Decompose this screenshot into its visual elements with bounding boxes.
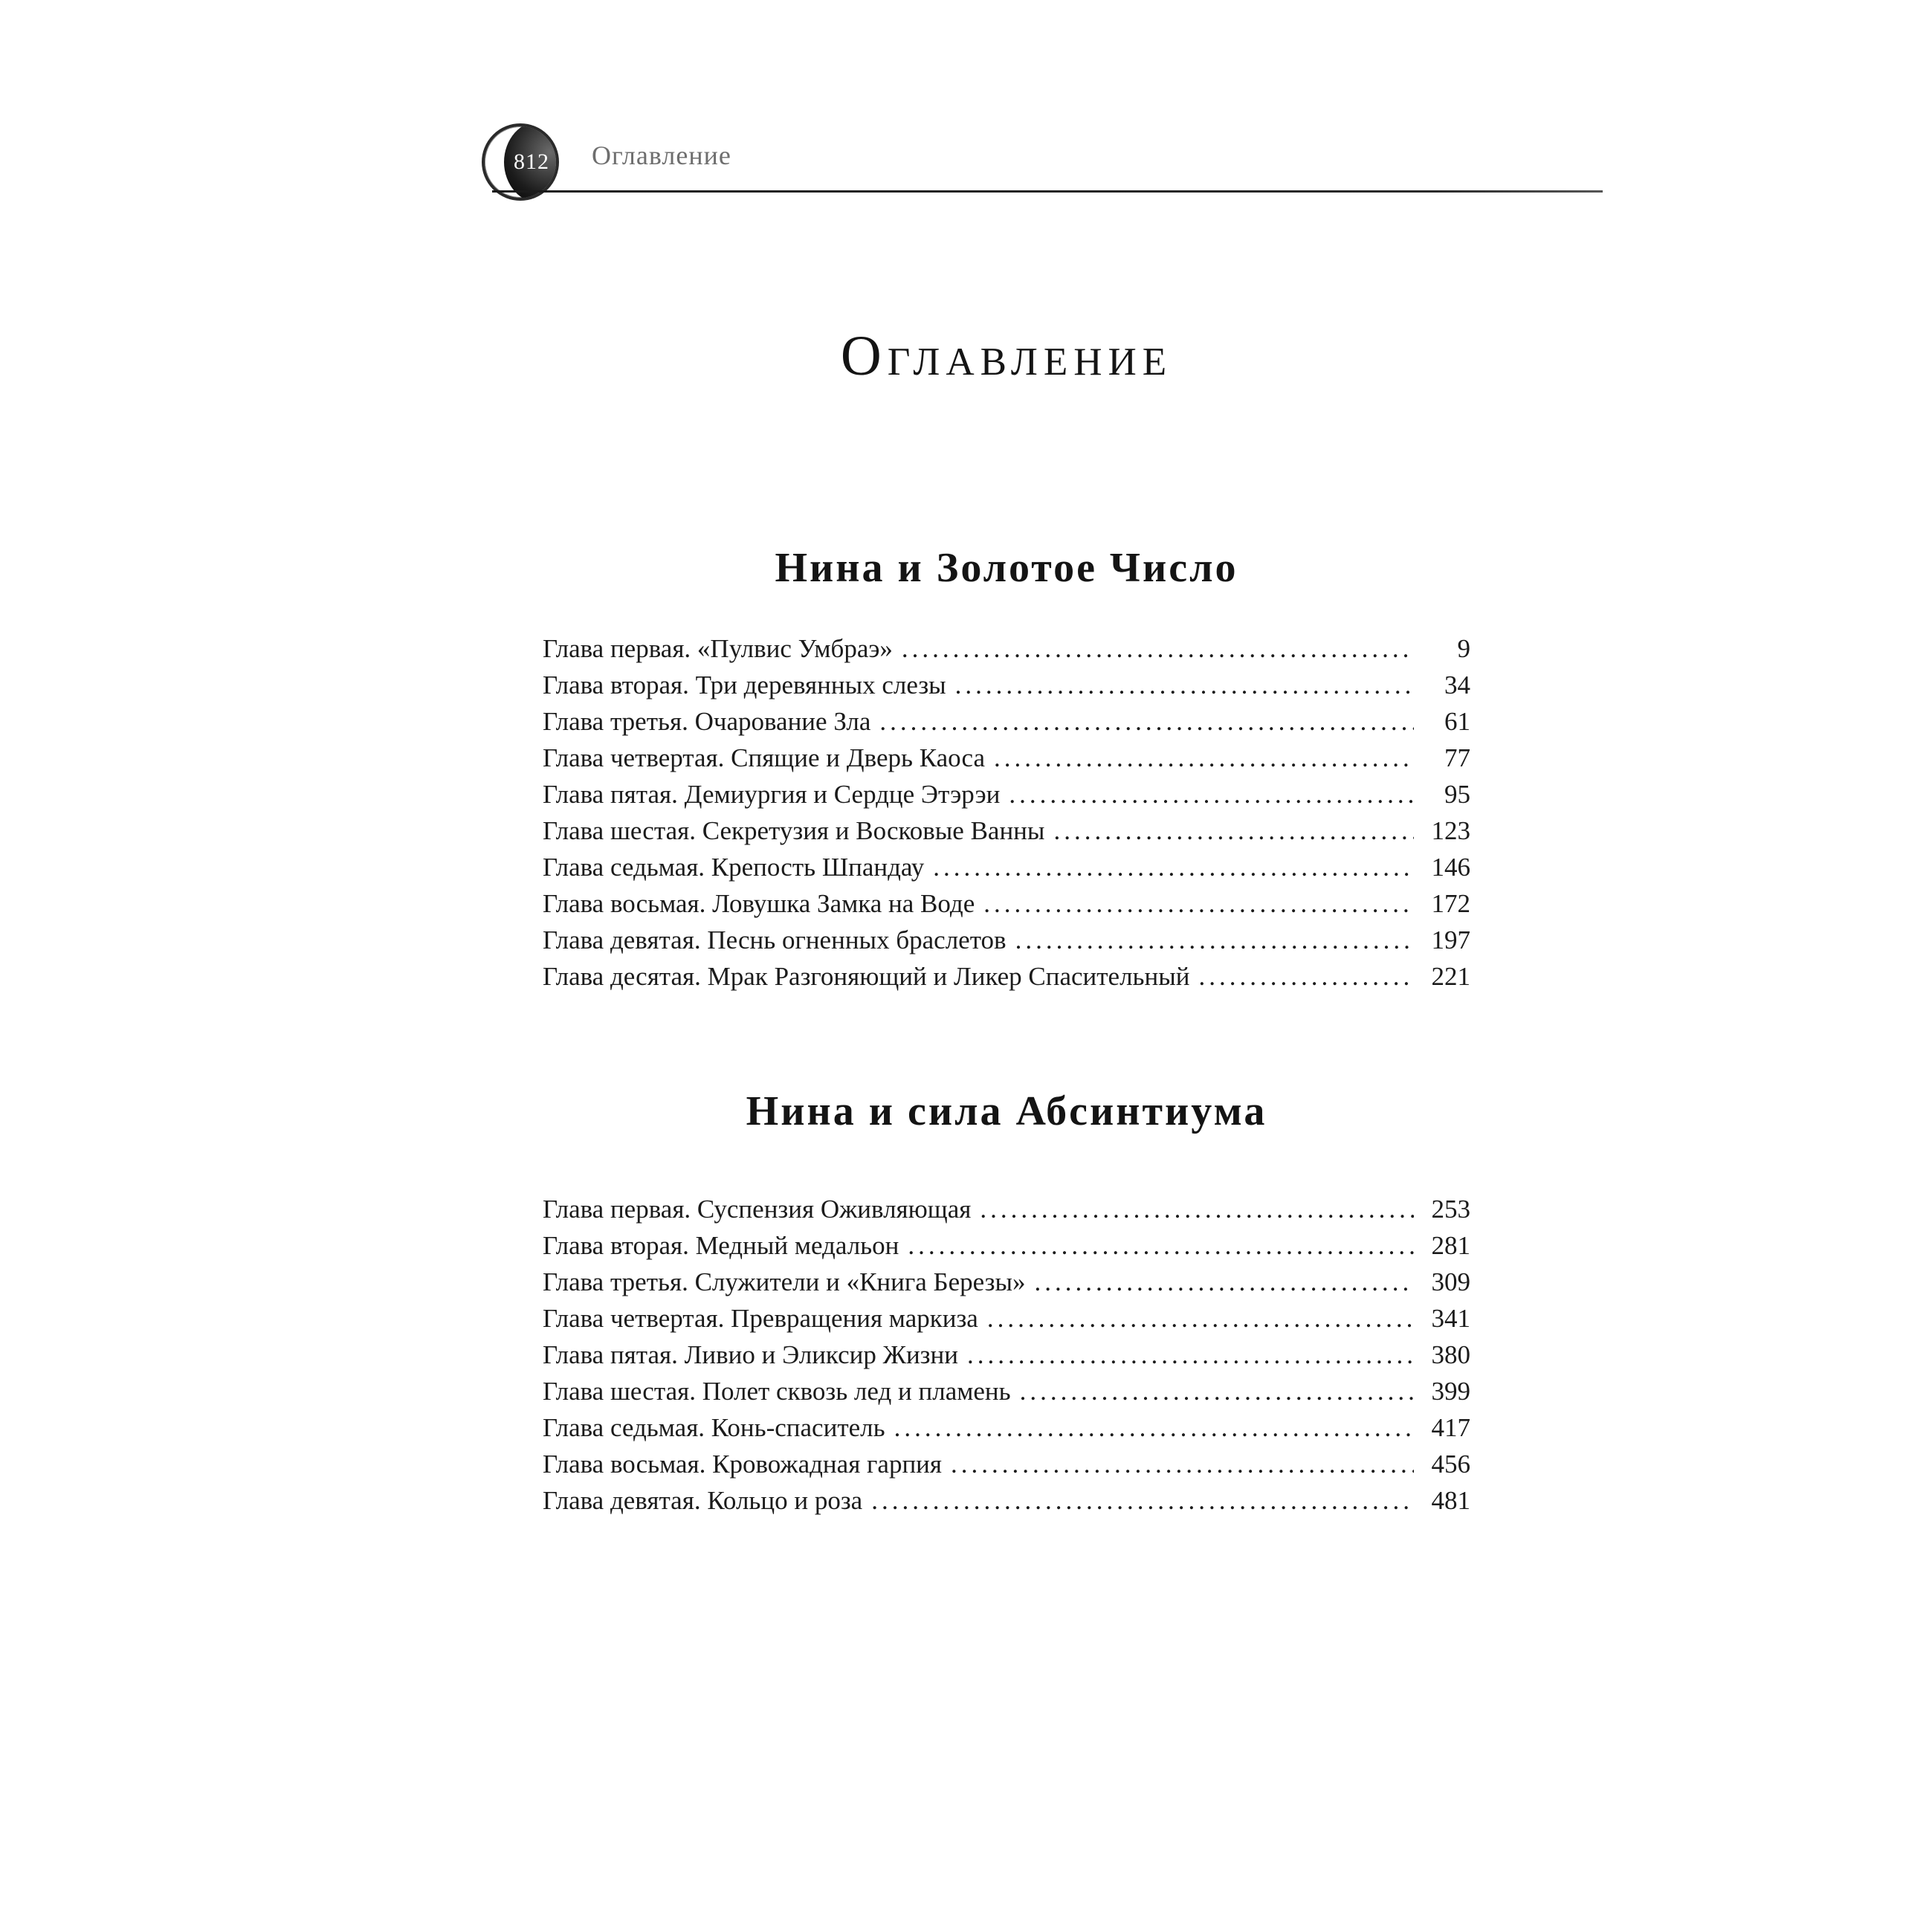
toc-dots bbox=[933, 853, 1414, 882]
toc-content bbox=[543, 326, 1470, 1522]
toc-entry-page: 380 bbox=[1431, 1340, 1470, 1369]
toc-entry bbox=[543, 925, 1470, 962]
toc-entry bbox=[543, 707, 1470, 743]
toc-dots bbox=[1020, 1377, 1414, 1406]
toc-entry-label: Глава шестая. Полет сквозь лед и пламень bbox=[543, 1376, 1011, 1406]
toc-entry-page: 9 bbox=[1457, 634, 1470, 664]
toc-entry-label: Глава десятая. Мрак Разгоняющий и Ликер Спасительный bbox=[543, 962, 1190, 992]
toc-entry bbox=[543, 962, 1470, 998]
toc-entry-page: 341 bbox=[1431, 1303, 1470, 1333]
toc-list bbox=[543, 1195, 1470, 1522]
toc-entry-page: 253 bbox=[1431, 1194, 1470, 1224]
toc-dots bbox=[951, 1450, 1414, 1479]
toc-entry-label: Глава восьмая. Ловушка Замка на Воде bbox=[543, 889, 975, 919]
toc-entry bbox=[543, 1486, 1470, 1522]
toc-entry-page: 197 bbox=[1431, 925, 1470, 955]
toc-entry-label: Глава вторая. Три деревянных слезы bbox=[543, 671, 946, 700]
toc-dots bbox=[902, 634, 1414, 664]
toc-dots bbox=[1034, 1267, 1414, 1297]
toc-entry bbox=[543, 853, 1470, 889]
toc-entry-label: Глава девятая. Песнь огненных браслетов bbox=[543, 925, 1007, 955]
toc-entry-label: Глава пятая. Демиургия и Сердце Этэрэи bbox=[543, 780, 1001, 810]
toc-entry-page: 95 bbox=[1444, 780, 1470, 810]
toc-dots bbox=[1053, 816, 1414, 846]
toc-entry-label: Глава первая. Суспензия Оживляющая bbox=[543, 1194, 972, 1224]
toc-dots bbox=[994, 743, 1414, 773]
toc-entry-page: 77 bbox=[1444, 743, 1470, 773]
toc-entry-label: Глава первая. «Пулвис Умбраэ» bbox=[543, 634, 893, 664]
toc-entry-label: Глава шестая. Секретузия и Восковые Ванны bbox=[543, 816, 1045, 846]
toc-entry-page: 281 bbox=[1431, 1230, 1470, 1260]
toc-entry bbox=[543, 634, 1470, 671]
toc-entry bbox=[543, 1377, 1470, 1413]
toc-entry-page: 123 bbox=[1431, 816, 1470, 846]
toc-entry bbox=[543, 889, 1470, 925]
toc-entry-page: 221 bbox=[1431, 962, 1470, 992]
toc-dots bbox=[987, 1304, 1414, 1334]
page-number-badge: 812 bbox=[514, 149, 549, 174]
toc-entry-page: 172 bbox=[1431, 889, 1470, 919]
section-heading: Нина и сила Абсинтиума bbox=[746, 1088, 1267, 1135]
moon-logo-icon bbox=[482, 123, 559, 201]
toc-dots bbox=[1199, 962, 1415, 992]
toc-dots bbox=[980, 1195, 1414, 1224]
toc-dots bbox=[871, 1486, 1414, 1516]
toc-entry-page: 481 bbox=[1431, 1485, 1470, 1515]
toc-entry bbox=[543, 671, 1470, 707]
toc-entry-page: 456 bbox=[1431, 1449, 1470, 1479]
toc-entry bbox=[543, 780, 1470, 816]
toc-sections bbox=[543, 546, 1470, 1522]
toc-entry-label: Глава седьмая. Крепость Шпандау bbox=[543, 853, 925, 882]
toc-entry-label: Глава четвертая. Спящие и Дверь Каоса bbox=[543, 743, 985, 773]
running-header-title: Оглавление bbox=[592, 140, 731, 170]
toc-entry-page: 34 bbox=[1444, 671, 1470, 700]
running-header bbox=[482, 119, 1606, 201]
section-heading: Нина и Золотое Число bbox=[775, 544, 1238, 591]
toc-entry-label: Глава четвертая. Превращения маркиза bbox=[543, 1303, 978, 1333]
toc-entry bbox=[543, 816, 1470, 853]
toc-dots bbox=[1009, 780, 1414, 810]
toc-list bbox=[543, 634, 1470, 998]
toc-dots bbox=[908, 1231, 1414, 1261]
toc-dots bbox=[983, 889, 1414, 919]
toc-dots bbox=[955, 671, 1414, 700]
toc-entry bbox=[543, 1195, 1470, 1231]
toc-entry-page: 61 bbox=[1444, 707, 1470, 737]
toc-entry-label: Глава вторая. Медный медальон bbox=[543, 1230, 899, 1260]
toc-entry-label: Глава девятая. Кольцо и роза bbox=[543, 1485, 863, 1515]
toc-entry-label: Глава восьмая. Кровожадная гарпия bbox=[543, 1449, 942, 1479]
toc-entry-label: Глава третья. Служители и «Книга Березы» bbox=[543, 1267, 1026, 1296]
toc-dots bbox=[967, 1340, 1414, 1370]
toc-entry bbox=[543, 1450, 1470, 1486]
toc-entry bbox=[543, 1413, 1470, 1450]
toc-entry bbox=[543, 1267, 1470, 1304]
page-title: Оглавление bbox=[840, 325, 1173, 387]
toc-entry-page: 309 bbox=[1431, 1267, 1470, 1296]
toc-dots bbox=[879, 707, 1414, 737]
toc-entry bbox=[543, 743, 1470, 780]
toc-entry-page: 399 bbox=[1431, 1376, 1470, 1406]
toc-entry bbox=[543, 1340, 1470, 1377]
toc-entry-page: 417 bbox=[1431, 1412, 1470, 1442]
toc-entry bbox=[543, 1304, 1470, 1340]
toc-entry-label: Глава пятая. Ливио и Эликсир Жизни bbox=[543, 1340, 958, 1369]
toc-entry bbox=[543, 1231, 1470, 1267]
toc-dots bbox=[894, 1413, 1414, 1443]
toc-entry-page: 146 bbox=[1431, 853, 1470, 882]
toc-dots bbox=[1015, 925, 1414, 955]
toc-entry-label: Глава седьмая. Конь-спаситель bbox=[543, 1412, 885, 1442]
toc-entry-label: Глава третья. Очарование Зла bbox=[543, 707, 871, 737]
header-rule bbox=[492, 190, 1603, 193]
